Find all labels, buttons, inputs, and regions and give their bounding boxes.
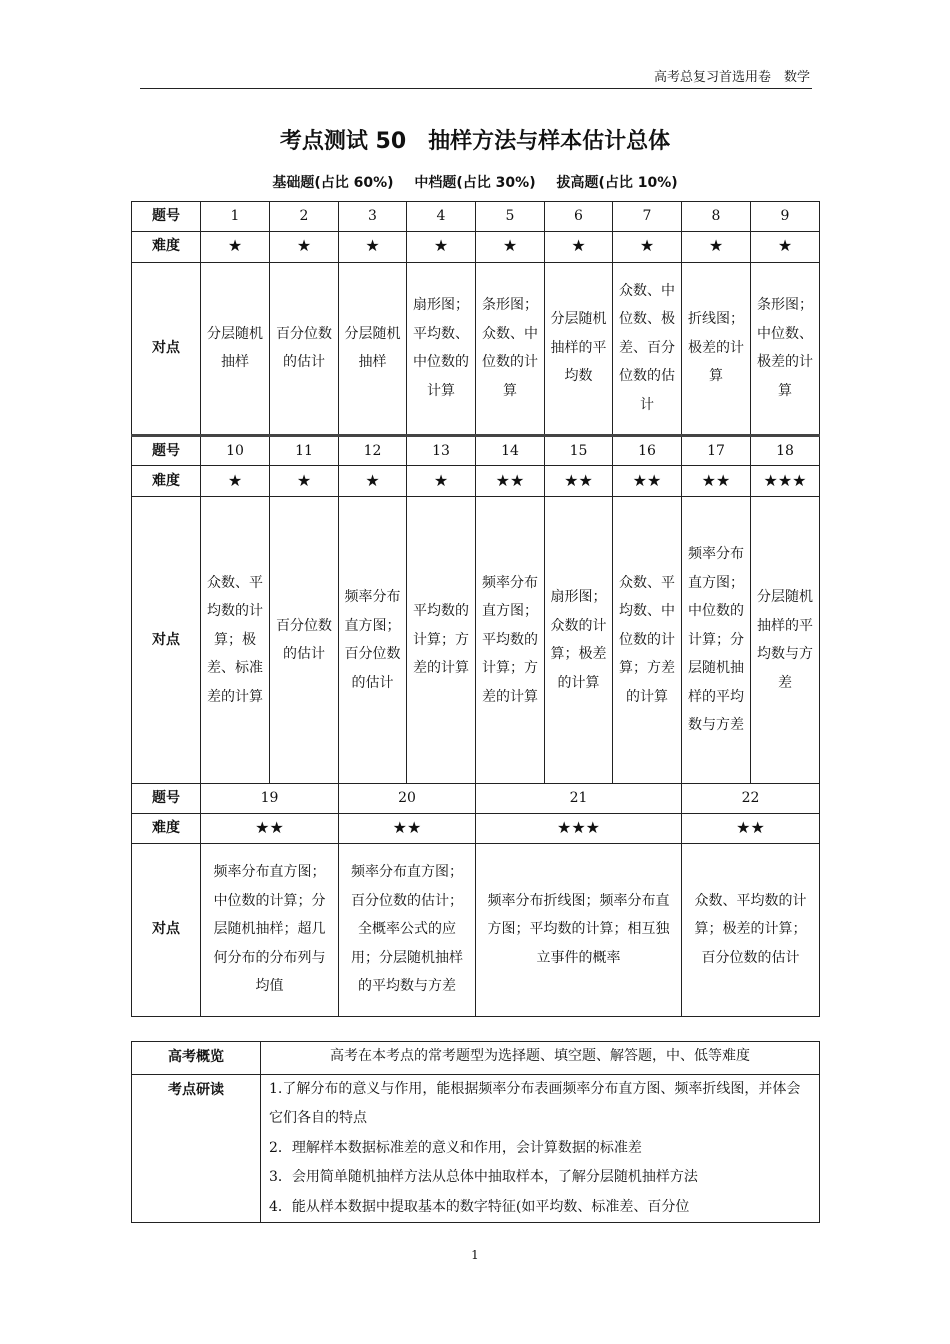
topic-cell: 条形图；中位数、极差的计算: [751, 262, 820, 435]
row-label: 对点: [132, 843, 201, 1016]
topic-cell: 分层随机抽样: [339, 262, 407, 435]
row-label: 对点: [132, 497, 201, 784]
difficulty-stars: ★: [339, 466, 407, 497]
topic-cell: 众数、中位数、极差、百分位数的估计: [613, 262, 682, 435]
difficulty-stars: ★: [270, 231, 339, 262]
difficulty-stars: ★: [201, 231, 270, 262]
question-number: 3: [339, 202, 407, 232]
question-table: [131, 201, 820, 1017]
topic-cell: 众数、平均数的计算；极差、标准差的计算: [201, 497, 270, 784]
question-number: 4: [407, 202, 476, 232]
question-number: 21: [476, 784, 682, 814]
basic-ratio: 基础题(占比 60%): [272, 175, 394, 191]
difficulty-stars: ★: [545, 231, 613, 262]
question-number: 15: [545, 435, 613, 466]
question-number: 7: [613, 202, 682, 232]
question-number: 14: [476, 435, 545, 466]
difficulty-stars: ★: [682, 231, 751, 262]
difficulty-stars: ★: [613, 231, 682, 262]
page-header: [140, 62, 812, 89]
study-label: 考点研读: [132, 1074, 261, 1223]
difficulty-stars: ★★★: [476, 813, 682, 843]
mid-ratio: 中档题(占比 30%): [414, 175, 536, 191]
difficulty-stars: ★★: [201, 813, 339, 843]
study-items: [261, 1074, 820, 1223]
overview-text: 高考在本考点的常考题型为选择题、填空题、解答题，中、低等难度: [261, 1042, 820, 1075]
topic-cell: 频率分布直方图；平均数的计算；方差的计算: [476, 497, 545, 784]
question-number: 18: [751, 435, 820, 466]
difficulty-stars: ★: [751, 231, 820, 262]
difficulty-ratio-line: [0, 172, 950, 192]
topic-cell: 扇形图；众数的计算；极差的计算: [545, 497, 613, 784]
question-number: 22: [682, 784, 820, 814]
row-label: 难度: [132, 466, 201, 497]
difficulty-stars: ★: [339, 231, 407, 262]
row-label: 题号: [132, 784, 201, 814]
topic-cell: 百分位数的估计: [270, 262, 339, 435]
difficulty-stars: ★★: [613, 466, 682, 497]
exam-overview-table: [131, 1041, 820, 1223]
header-text: 高考总复习首选用卷 数学: [653, 70, 810, 85]
question-number: 12: [339, 435, 407, 466]
topic-cell: 分层随机抽样: [201, 262, 270, 435]
question-number: 1: [201, 202, 270, 232]
page-number: 1: [471, 1248, 479, 1262]
question-number: 10: [201, 435, 270, 466]
topic-cell: 平均数的计算；方差的计算: [407, 497, 476, 784]
difficulty-stars: ★: [476, 231, 545, 262]
study-item: 3．会用简单随机抽样方法从总体中抽取样本，了解分层随机抽样方法: [269, 1169, 698, 1185]
difficulty-stars: ★★: [545, 466, 613, 497]
topic-cell: 频率分布直方图；百分位数的估计: [339, 497, 407, 784]
difficulty-stars: ★★: [476, 466, 545, 497]
topic-cell: 分层随机抽样的平均数: [545, 262, 613, 435]
question-number: 2: [270, 202, 339, 232]
question-number: 8: [682, 202, 751, 232]
study-item: 4．能从样本数据中提取基本的数字特征(如平均数、标准差、百分位: [269, 1198, 690, 1215]
difficulty-stars: ★: [407, 466, 476, 497]
question-number: 13: [407, 435, 476, 466]
difficulty-stars: ★★: [682, 813, 820, 843]
topic-cell: 折线图；极差的计算: [682, 262, 751, 435]
question-number: 17: [682, 435, 751, 466]
question-number: 6: [545, 202, 613, 232]
row-label: 难度: [132, 231, 201, 262]
difficulty-stars: ★: [407, 231, 476, 262]
topic-cell: 频率分布直方图；中位数的计算；分层随机抽样；超几何分布的分布列与均值: [201, 843, 339, 1016]
question-number: 19: [201, 784, 339, 814]
topic-cell: 众数、平均数的计算；极差的计算；百分位数的估计: [682, 843, 820, 1016]
question-number: 9: [751, 202, 820, 232]
topic-cell: 频率分布直方图；百分位数的估计；全概率公式的应用；分层随机抽样的平均数与方差: [339, 843, 476, 1016]
topic-cell: 条形图；众数、中位数的计算: [476, 262, 545, 435]
difficulty-stars: ★★: [682, 466, 751, 497]
topic-cell: 百分位数的估计: [270, 497, 339, 784]
topic-cell: 扇形图；平均数、中位数的计算: [407, 262, 476, 435]
study-item: 1.了解分布的意义与作用，能根据频率分布表画频率分布直方图、频率折线图，并体会它们各自的特点: [269, 1080, 801, 1126]
overview-label: 高考概览: [132, 1042, 261, 1075]
hard-ratio: 拔高题(占比 10%): [556, 175, 678, 191]
row-label: 题号: [132, 435, 201, 466]
question-number: 20: [339, 784, 476, 814]
question-number: 5: [476, 202, 545, 232]
difficulty-stars: ★: [201, 466, 270, 497]
topic-cell: 分层随机抽样的平均数与方差: [751, 497, 820, 784]
topic-cell: 频率分布折线图；频率分布直方图；平均数的计算；相互独立事件的概率: [476, 843, 682, 1016]
difficulty-stars: ★★: [339, 813, 476, 843]
question-number: 16: [613, 435, 682, 466]
row-label: 对点: [132, 262, 201, 435]
topic-cell: 频率分布直方图；中位数的计算；分层随机抽样的平均数与方差: [682, 497, 751, 784]
difficulty-stars: ★: [270, 466, 339, 497]
difficulty-stars: ★★★: [751, 466, 820, 497]
page-title: 考点测试 50 抽样方法与样本估计总体: [279, 129, 671, 154]
row-label: 题号: [132, 202, 201, 232]
row-label: 难度: [132, 813, 201, 843]
question-number: 11: [270, 435, 339, 466]
topic-cell: 众数、平均数、中位数的计算；方差的计算: [613, 497, 682, 784]
study-item: 2．理解样本数据标准差的意义和作用，会计算数据的标准差: [269, 1139, 642, 1156]
